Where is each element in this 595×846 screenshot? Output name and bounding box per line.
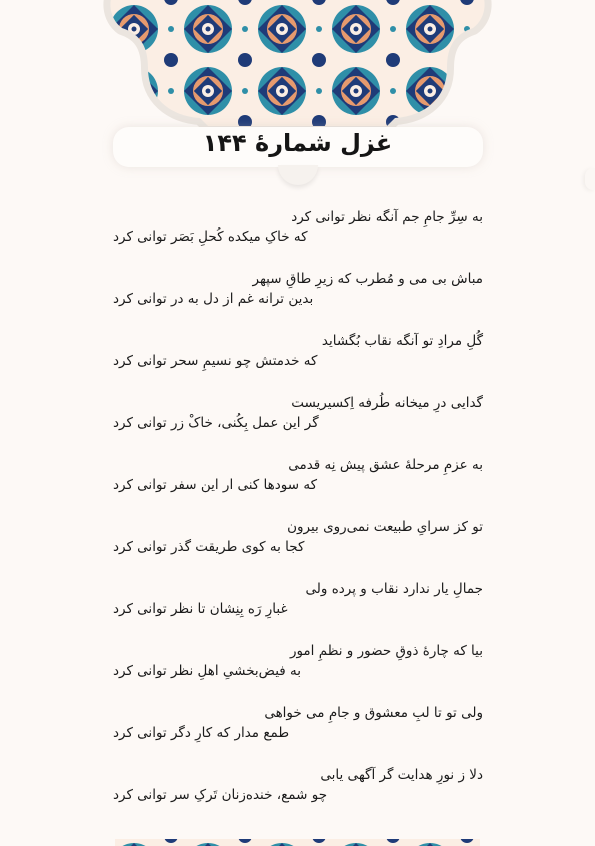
first-hemistich: جمالِ یار ندارد نقاب و پرده ولی <box>305 581 483 597</box>
second-hemistich: طمع مدار که کارِ دگر توانی کرد <box>113 725 290 741</box>
second-hemistich: که سودها کنی ار این سفر توانی کرد <box>113 477 318 493</box>
couplet <box>113 395 483 457</box>
first-hemistich: به عزمِ مرحلهٔ عشق پیش نِه قدمی <box>288 457 483 473</box>
second-hemistich: گر این عمل بِکُنی، خاکْ زر توانی کرد <box>113 415 319 431</box>
first-hemistich: ولی تو تا لبِ معشوق و جامِ می خواهی <box>264 705 483 721</box>
title-ornament <box>278 165 318 185</box>
decorative-tile-footer <box>95 836 500 846</box>
second-hemistich: غبارِ رَه بِنِشان تا نظر توانی کرد <box>113 601 288 617</box>
second-hemistich: که خدمتش چو نسیمِ سحر توانی کرد <box>113 353 318 369</box>
first-hemistich: مباش بی می و مُطرب که زیرِ طاقِ سپهر <box>252 271 483 287</box>
second-hemistich: بدین ترانه غم از دل به در توانی کرد <box>113 291 314 307</box>
couplet <box>113 519 483 581</box>
couplet <box>113 643 483 705</box>
page-title: غزل شمارهٔ ۱۴۴ <box>202 129 393 157</box>
couplet <box>113 271 483 333</box>
couplet <box>113 581 483 643</box>
second-hemistich: به فیض‌بخشیِ اهلِ نظر توانی کرد <box>113 663 302 679</box>
poem <box>113 209 483 829</box>
couplet <box>113 333 483 395</box>
decorative-tile-header <box>95 0 500 140</box>
second-hemistich: کجا به کوی طریقت گذر توانی کرد <box>113 539 305 555</box>
second-hemistich: که خاکِ میکده کُحلِ بَصَر توانی کرد <box>113 229 308 245</box>
second-hemistich: چو شمع، خنده‌زنان تَرکِ سر توانی کرد <box>113 787 328 803</box>
couplet <box>113 705 483 767</box>
first-hemistich: به سِرِّ جامِ جم آنگه نظر توانی کرد <box>291 209 483 225</box>
first-hemistich: دلا ز نورِ هدایت گر آگهی یابی <box>320 767 483 783</box>
first-hemistich: گُلِ مرادِ تو آنگه نقاب بُگشاید <box>321 333 483 349</box>
couplet <box>113 457 483 519</box>
first-hemistich: گدایی درِ میخانه طُرفه اِکسیریست <box>291 395 483 411</box>
first-hemistich: تو کز سرایِ طبیعت نمی‌روی بیرون <box>287 519 483 535</box>
side-tab <box>585 168 595 190</box>
couplet <box>113 767 483 829</box>
first-hemistich: بیا که چارهٔ ذوقِ حضور و نظمِ امور <box>289 643 483 659</box>
couplet <box>113 209 483 271</box>
